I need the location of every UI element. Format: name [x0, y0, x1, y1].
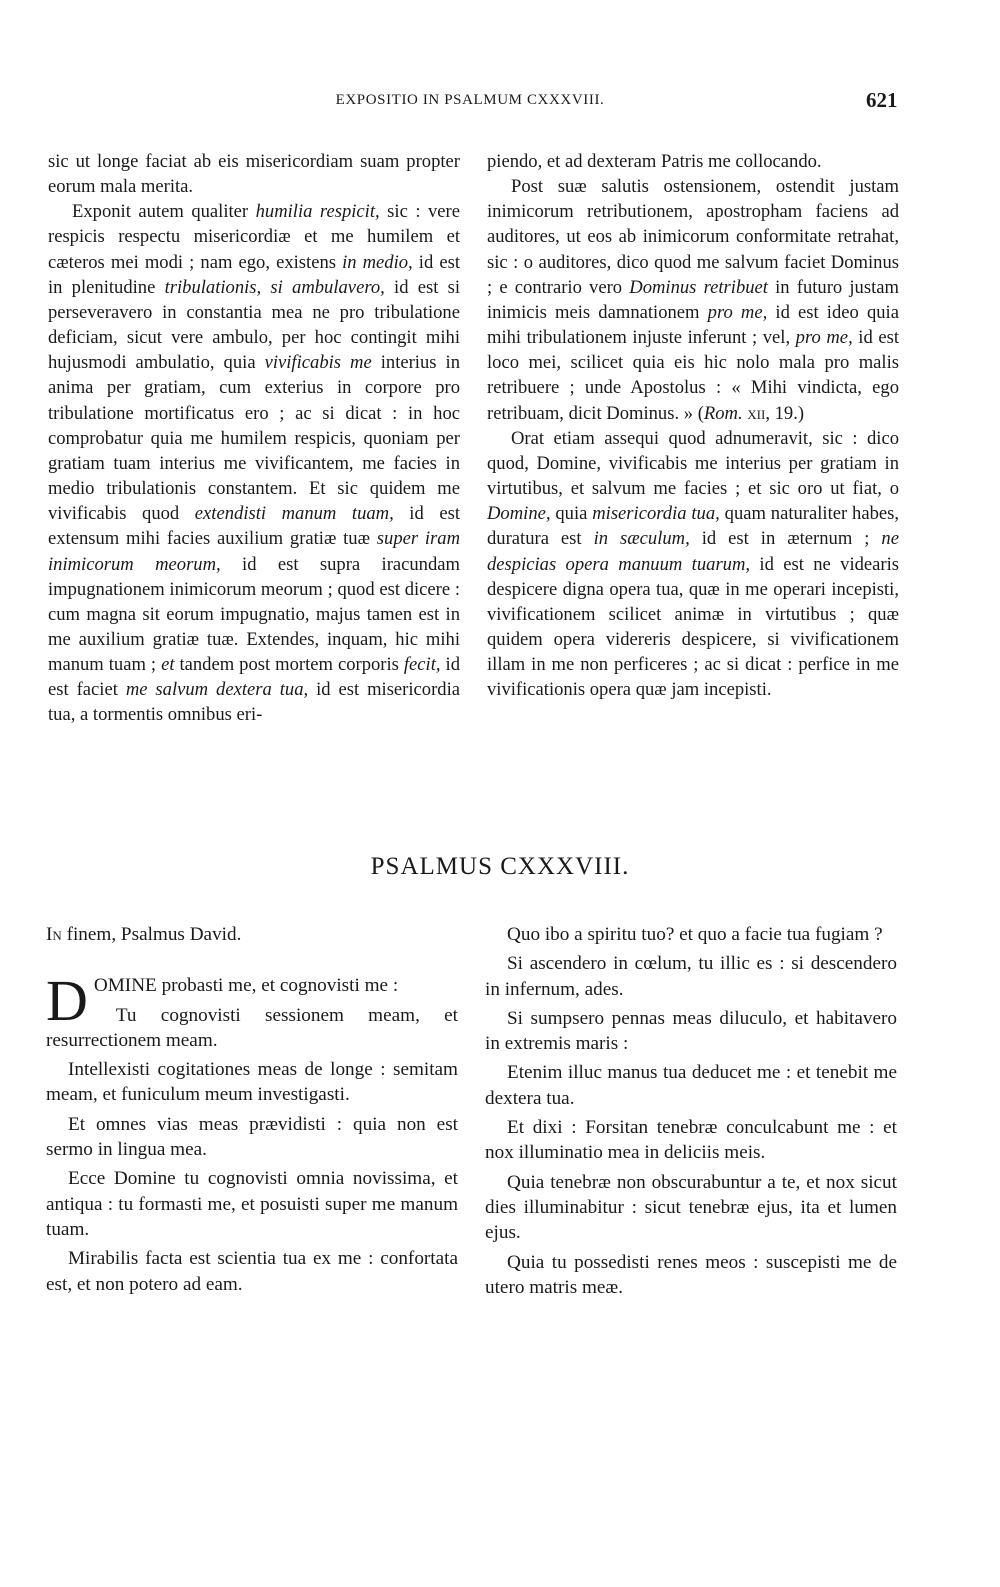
commentary-paragraph	[487, 426, 899, 703]
italic-text: tribulationis, si ambulavero,	[164, 276, 385, 298]
italic-text: super iram inimicorum meorum,	[48, 528, 460, 575]
italic-text: humilia respicit,	[255, 201, 380, 223]
psalm-title: PSALMUS CXXXVIII.	[370, 853, 630, 880]
incipit-first-word: In	[46, 924, 62, 945]
italic-text: pro me,	[707, 301, 768, 323]
commentary-left-column	[48, 149, 460, 728]
text-run: in futuro justam inimicis meis damnationem	[487, 276, 899, 323]
italic-text: Dominus retribuet	[629, 276, 768, 298]
text-run: id est misericordia tua, a tormentis omnibus eri-	[48, 679, 460, 726]
psalm-right-column	[485, 922, 897, 1304]
psalm-verse: Quo ibo a spiritu tuo? et quo a facie tua fugiam ?	[507, 924, 883, 945]
text-run: id est ne videaris despicere digna opera tua, quæ in me operari incepisti, vivificationem scilicet animæ in virtutibus ; quæ quidem opera videreris despicere, si vivificationem illam in me non perficeres ; ac si dicat : perfice in me vivificationis opera quæ jam incepisti.	[487, 553, 900, 701]
page-number: 621	[866, 88, 898, 112]
psalm-verse: Mirabilis facta est scientia tua ex me : confortata est, et non potero ad eam.	[46, 1248, 458, 1295]
text-run: id est in æternum ;	[689, 528, 882, 550]
text-run: Exponit autem qualiter	[72, 201, 256, 223]
text-run: id est supra iracundam impugnationem inimicorum meorum ; quod est dicere : cum magna sit eorum impugnatio, majus tamen est in me auxilium gratiæ tuæ. Extendes, inquam, hic mihi manum tuam ;	[48, 553, 460, 676]
left-verses	[46, 1003, 458, 1297]
text-run: xii	[747, 402, 766, 424]
psalm-incipit	[46, 922, 458, 947]
text-run: Orat etiam assequi quod adnumeravit, sic : dico quod, Domine, vivificabis me interius per gratiam in virtutibus, et salvum me facies ; et sic oro ut fiat, o	[487, 427, 899, 500]
commentary-paragraph	[48, 149, 460, 199]
incipit-rest: finem, Psalmus David.	[61, 924, 242, 945]
text-run: quia	[550, 503, 593, 525]
psalm-verse: Et omnes vias meas prævidisti : quia non est sermo in lingua mea.	[46, 1113, 458, 1161]
text-run: id est loco mei, scilicet quia eis hic nolo mala pro malis retribuere ; unde Apostolus : « Mihi vindicta, ego retribuam, dicit Dominus. » (	[487, 327, 899, 424]
italic-text: extendisti manum tuam,	[194, 503, 394, 525]
text-run: Post suæ salutis ostensionem, ostendit justam inimicorum retributionem, apostropham faciens ad auditores, ut eos ab inimicorum conformitate retrahat, sic : o auditores, dico quod me salvum faciet Dominus ; e contrario vero	[487, 176, 899, 298]
text-run: id est extensum mihi facies auxilium gratiæ tuæ	[48, 503, 460, 550]
italic-text: pro me,	[795, 327, 853, 349]
commentary-paragraph	[487, 174, 899, 426]
italic-text: in sæculum,	[593, 528, 690, 550]
psalm-verse: Tu cognovisti sessionem meam, et resurrectionem meam.	[46, 1004, 458, 1051]
italic-text: me salvum dextera tua,	[125, 679, 309, 701]
text-run: id est faciet	[48, 654, 460, 701]
psalm-verse: Intellexisti cogitationes meas de longe : semitam meam, et funiculum meum investigasti.	[46, 1059, 458, 1106]
right-verses	[485, 922, 897, 1300]
psalm-verse: Si ascendero in cœlum, tu illic es : si descendero in infernum, ades.	[485, 953, 897, 1000]
text-run: interius in anima per gratiam, cum exterius in corpore pro tribulatione mortificatus ero ; ac si dicat : in hoc comprobatur quia me humilem respicis, quoniam per gratiam tuam interius me vivificantem, me facies in medio tribulationis constantem. Et sic quidem me vivificabis quod	[48, 352, 460, 525]
text-run: id est in plenitudine	[48, 251, 460, 298]
drop-cap: D	[46, 968, 88, 1034]
psalm-verse: Si sumpsero pennas meas diluculo, et habitavero in extremis maris :	[485, 1007, 897, 1055]
italic-text: in medio,	[342, 251, 413, 273]
italic-text: vivificabis me	[264, 352, 372, 374]
text-run: piendo, et ad dexteram Patris me collocando.	[487, 151, 822, 172]
running-head: EXPOSITIO IN PSALMUM CXXXVIII.	[335, 92, 605, 108]
italic-text: Domine,	[487, 503, 551, 525]
italic-text: et	[161, 654, 175, 676]
italic-text: Rom.	[703, 402, 743, 424]
psalm-verse: Et dixi : Forsitan tenebræ conculcabunt me : et nox illuminatio mea in deliciis meis.	[485, 1117, 897, 1164]
text-run: id est si perseveravero in constantia mea ne pro tribulatione deficiam, sicut vere ambulo, per hoc contingit mihi hujusmodi ambulatio, quia	[48, 276, 461, 374]
commentary-paragraph	[48, 199, 460, 727]
psalm-verse: Etenim illuc manus tua deducet me : et tenebit me dextera tua.	[485, 1062, 897, 1109]
text-run: id est ideo quia mihi tribulationem injuste inferunt ; vel,	[487, 301, 899, 349]
text-run: sic : vere respicis respectu misericordiæ et me humilem et cæteros mei modi ; nam ego, existens	[48, 201, 460, 273]
text-run: tandem post mortem corporis	[174, 654, 404, 676]
text-run: sic ut longe faciat ab eis misericordiam suam propter eorum mala merita.	[48, 151, 460, 198]
psalm-verse: Ecce Domine tu cognovisti omnia novissima, et antiqua : tu formasti me, et posuisti super me manum tuam.	[46, 1168, 458, 1240]
psalm-left-column	[46, 922, 458, 1301]
commentary-paragraph	[487, 149, 899, 174]
text-run: , 19.)	[765, 402, 805, 424]
italic-text: misericordia tua,	[592, 503, 720, 525]
text-run: quam naturaliter habes, duratura est	[487, 503, 900, 550]
italic-text: ne despicias opera manuum tuarum,	[487, 528, 899, 575]
commentary-right-column	[487, 149, 899, 702]
psalm-verse: Quia tu possedisti renes meos : suscepisti me de utero matris meæ.	[485, 1251, 897, 1298]
psalm-verse: Quia tenebræ non obscurabuntur a te, et nox sicut dies illuminabitur : sicut tenebræ ejus, ita et lumen ejus.	[485, 1171, 897, 1244]
italic-text: fecit,	[403, 654, 441, 676]
verse-1-text: OMINE probasti me, et cognovisti me :	[93, 975, 399, 997]
